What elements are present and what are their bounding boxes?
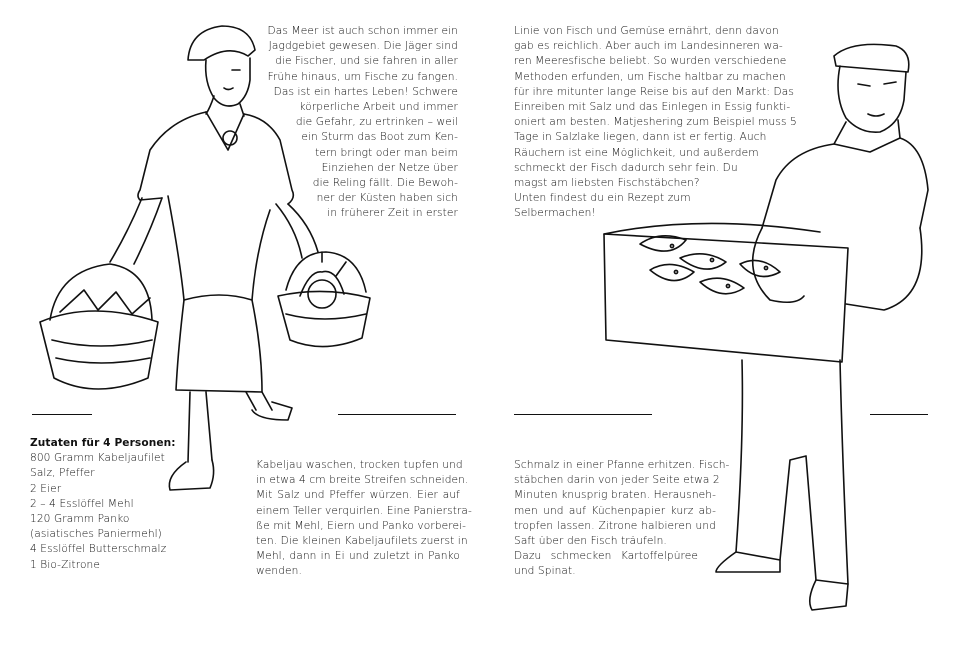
right-intro-line: Linie von Fisch und Gemüse ernährt, denn davon — [514, 25, 779, 37]
divider-rule — [870, 414, 928, 415]
right-intro-line: Räuchern ist eine Möglichkeit, und außerdem — [514, 146, 759, 159]
right-intro-text — [514, 24, 797, 222]
ingredients-heading: Zutaten für 4 Personen: — [30, 437, 176, 449]
right-intro-line: für ihre mitunter lange Reise bis auf den Markt: Das — [514, 85, 794, 98]
right-method-line: Schmalz in einer Pfanne erhitzen. Fisch- — [514, 459, 730, 471]
divider-rule — [338, 414, 456, 415]
ingredient-item: 800 Gramm Kabeljaufilet — [30, 452, 165, 465]
left-method-line: in etwa 4 cm breite Streifen schneiden. — [256, 474, 469, 487]
right-intro-line: oniert am besten. Matjeshering zum Beispiel muss 5 — [514, 116, 797, 129]
left-method-line: ße mit Mehl, Eiern und Panko vorberei- — [256, 519, 467, 532]
right-intro-line: magst am liebsten Fischstäbchen? — [514, 177, 700, 190]
left-intro-line: körperliche Arbeit und immer — [299, 101, 458, 114]
left-intro-line: ner der Küsten haben sich — [316, 192, 458, 205]
ingredient-item: 120 Gramm Panko — [30, 513, 130, 526]
left-intro-line: Das Meer ist auch schon immer ein — [267, 25, 458, 37]
right-intro-line: schmeckt der Fisch dadurch sehr fein. Du — [514, 161, 738, 174]
left-method-line: ten. Die kleinen Kabeljaufilets zuerst in — [256, 535, 468, 548]
left-method-line: einem Teller verquirlen. Eine Panierstra- — [256, 504, 472, 517]
right-method-line: stäbchen darin von jeder Seite etwa 2 — [514, 474, 720, 487]
divider-rule — [514, 414, 652, 415]
ingredient-item: 4 Esslöffel Butterschmalz — [30, 543, 167, 556]
left-method-line: Mehl, dann in Ei und zuletzt in Panko — [256, 550, 460, 563]
left-method-line: Mit Salz und Pfeffer würzen. Eier auf — [256, 489, 460, 502]
ingredient-item: Salz, Pfeffer — [30, 467, 95, 480]
left-intro-line: die Gefahr, zu ertrinken – weil — [295, 116, 458, 129]
ingredients-block — [30, 436, 230, 573]
left-method-line: Kabeljau waschen, trocken tupfen und — [256, 459, 463, 471]
left-intro-text — [252, 24, 458, 222]
right-intro-line: Methoden erfunden, um Fische haltbar zu machen — [514, 70, 786, 83]
right-method-line: men und auf Küchenpapier kurz ab- — [514, 504, 716, 517]
ingredient-item: 1 Bio-Zitrone — [30, 558, 100, 571]
right-method-text — [514, 458, 730, 580]
right-method-line: Dazu schmecken Kartoffelpüree — [514, 550, 698, 563]
left-intro-line: die Fischer, und sie fahren in aller — [275, 55, 458, 68]
left-intro-line: Einziehen der Netze über — [321, 161, 458, 174]
ingredient-item: 2 Eier — [30, 482, 62, 495]
left-method-line: wenden. — [256, 565, 302, 578]
left-intro-line: Das ist ein hartes Leben! Schwere — [273, 85, 458, 98]
right-method-line: und Spinat. — [514, 565, 576, 578]
right-intro-line: gab es reichlich. Aber auch im Landesinneren wa- — [514, 40, 783, 53]
right-intro-line: Einreiben mit Salz und das Einlegen in Essig funkti- — [514, 101, 791, 114]
divider-rule — [32, 414, 92, 415]
right-intro-line: Unten findest du ein Rezept zum — [514, 192, 691, 205]
right-intro-line: Selbermachen! — [514, 207, 596, 220]
right-method-line: Minuten knusprig braten. Herausneh- — [514, 489, 716, 502]
left-intro-line: Frühe hinaus, um Fische zu fangen. — [267, 70, 458, 83]
right-intro-line: Tage in Salzlake liegen, dann ist er fertig. Auch — [514, 131, 767, 144]
left-intro-line: ein Sturm das Boot zum Ken- — [301, 131, 458, 144]
left-intro-line: Jagdgebiet gewesen. Die Jäger sind — [268, 40, 458, 53]
left-method-text — [256, 458, 472, 580]
right-method-line: tropfen lassen. Zitrone halbieren und — [514, 519, 716, 532]
right-intro-line: ren Meeresfische beliebt. So wurden verschiedene — [514, 55, 787, 68]
right-method-line: Saft über den Fisch träufeln. — [514, 535, 667, 548]
left-intro-line: in früherer Zeit in erster — [327, 207, 458, 220]
left-intro-line: tern bringt oder man beim — [315, 146, 458, 159]
left-intro-line: die Reling fällt. Die Bewoh- — [312, 177, 458, 190]
ingredient-item: 2 – 4 Esslöffel Mehl — [30, 497, 134, 510]
ingredient-item: (asiatisches Paniermehl) — [30, 528, 162, 541]
